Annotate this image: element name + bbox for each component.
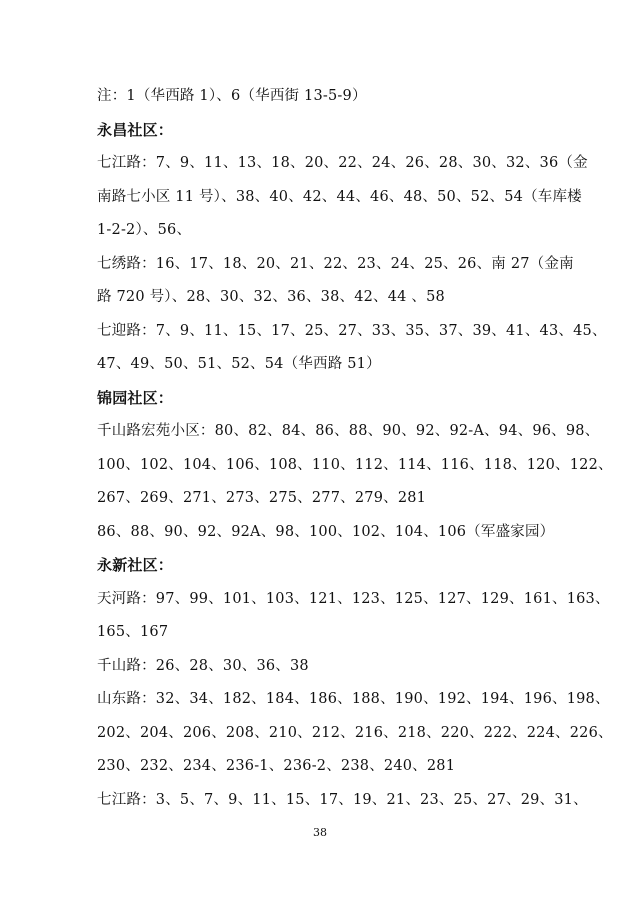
address-line: 1-2-2）、56、 xyxy=(97,222,192,238)
address-line: 100、102、104、106、108、110、112、114、116、118、120、122、 xyxy=(97,457,613,473)
address-line: 南路七小区 11 号）、38、40、42、44、46、48、50、52、54（车库楼 xyxy=(97,189,582,205)
address-line: 202、204、206、208、210、212、216、218、220、222、224、226、 xyxy=(97,725,613,741)
address-line: 165、167 xyxy=(97,624,169,640)
address-line: 47、49、50、51、52、54（华西路 51） xyxy=(97,356,381,372)
address-line: 七江路：7、9、11、13、18、20、22、24、26、28、30、32、36（金 xyxy=(97,155,588,171)
address-line: 七江路：3、5、7、9、11、15、17、19、21、23、25、27、29、31、 xyxy=(97,792,588,808)
address-line: 山东路：32、34、182、184、186、188、190、192、194、196、198、 xyxy=(97,691,610,707)
section-heading-yongchang: 永昌社区： xyxy=(97,121,174,139)
address-line: 天河路：97、99、101、103、121、123、125、127、129、161、163、 xyxy=(97,591,610,607)
page-number: 38 xyxy=(313,826,327,839)
address-line: 七绣路：16、17、18、20、21、22、23、24、25、26、南 27（金南 xyxy=(97,256,574,272)
address-line: 267、269、271、273、275、277、279、281 xyxy=(97,490,427,506)
address-line: 千山路宏苑小区：80、82、84、86、88、90、92、92-A、94、96、98、 xyxy=(97,423,600,439)
address-line: 86、88、90、92、92A、98、100、102、104、106（军盛家园） xyxy=(97,524,555,540)
section-heading-yongxin: 永新社区： xyxy=(97,556,174,574)
address-line: 路 720 号）、28、30、32、36、38、42、44 、58 xyxy=(97,289,445,305)
note-line: 注：1（华西路 1）、6（华西街 13-5-9） xyxy=(97,88,367,104)
address-line: 千山路：26、28、30、36、38 xyxy=(97,658,309,674)
address-line: 230、232、234、236-1、236-2、238、240、281 xyxy=(97,758,456,774)
address-line: 七迎路：7、9、11、15、17、25、27、33、35、37、39、41、43、45、 xyxy=(97,323,607,339)
section-heading-jinyuan: 锦园社区： xyxy=(97,389,174,407)
